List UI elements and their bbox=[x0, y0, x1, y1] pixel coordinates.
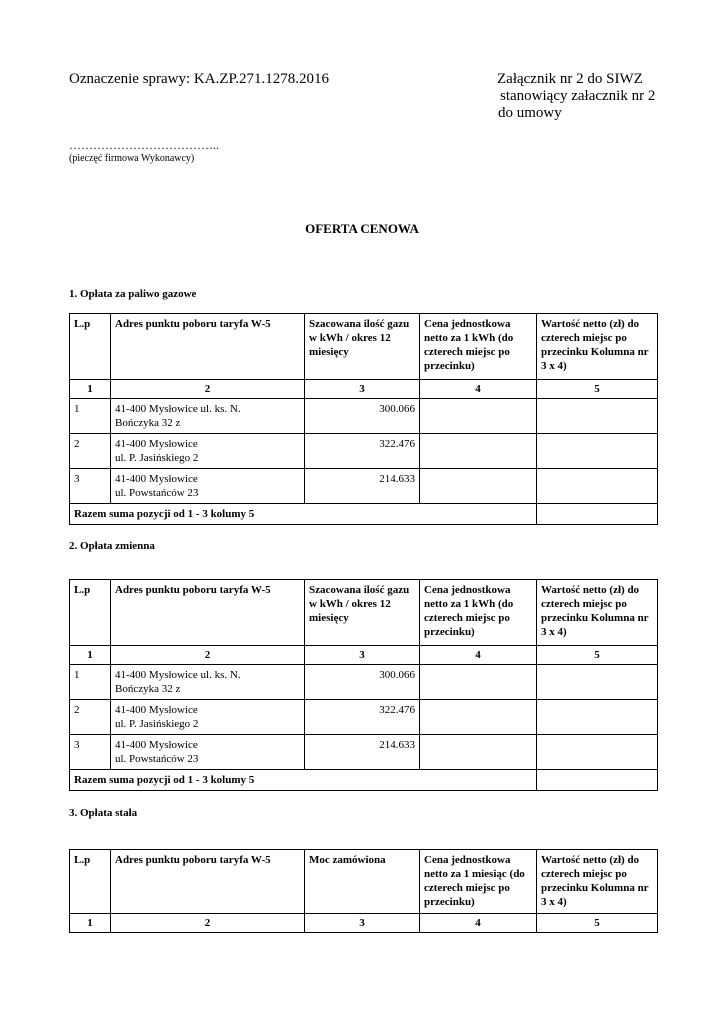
header-quantity: Szacowana ilość gazu w kWh / okres 12 miesięcy bbox=[305, 580, 420, 646]
row-lp: 3 bbox=[70, 735, 111, 770]
row-quantity: 322.476 bbox=[305, 434, 420, 469]
row-net-value-blank[interactable] bbox=[537, 735, 658, 770]
row-net-value-blank[interactable] bbox=[537, 399, 658, 434]
section-2-table bbox=[69, 579, 658, 791]
annex-line-3: do umowy bbox=[498, 105, 562, 121]
row-address bbox=[111, 434, 305, 469]
row-address bbox=[111, 665, 305, 700]
row-lp: 2 bbox=[70, 700, 111, 735]
header-net-value: Wartość netto (zł) do czterech miejsc po przecinku Kolumna nr 3 x 4) bbox=[537, 314, 658, 380]
row-quantity: 214.633 bbox=[305, 735, 420, 770]
column-number: 1 bbox=[70, 914, 111, 933]
table-row bbox=[70, 399, 658, 434]
table-row bbox=[70, 469, 658, 504]
header-address: Adres punktu poboru taryfa W-5 bbox=[111, 850, 305, 914]
header-address: Adres punktu poboru taryfa W-5 bbox=[111, 314, 305, 380]
table-header-row bbox=[70, 850, 658, 914]
row-lp: 1 bbox=[70, 399, 111, 434]
address-line: ul. Powstańców 23 bbox=[115, 753, 199, 765]
header-net-value: Wartość netto (zł) do czterech miejsc po przecinku Kolumna nr 3 x 4) bbox=[537, 580, 658, 646]
column-number: 5 bbox=[537, 380, 658, 399]
row-lp: 2 bbox=[70, 434, 111, 469]
address-line: 41-400 Mysłowice bbox=[115, 739, 198, 751]
section-3-table bbox=[69, 849, 658, 933]
row-unit-price-blank[interactable] bbox=[420, 665, 537, 700]
row-quantity: 322.476 bbox=[305, 700, 420, 735]
row-net-value-blank[interactable] bbox=[537, 434, 658, 469]
section-2-heading: 2. Opłata zmienna bbox=[69, 540, 155, 552]
row-unit-price-blank[interactable] bbox=[420, 735, 537, 770]
column-number: 2 bbox=[111, 914, 305, 933]
row-net-value-blank[interactable] bbox=[537, 469, 658, 504]
row-quantity: 300.066 bbox=[305, 399, 420, 434]
row-unit-price-blank[interactable] bbox=[420, 700, 537, 735]
row-address bbox=[111, 735, 305, 770]
sum-label: Razem suma pozycji od 1 - 3 kolumy 5 bbox=[70, 504, 537, 525]
row-net-value-blank[interactable] bbox=[537, 700, 658, 735]
section-1-heading: 1. Opłata za paliwo gazowe bbox=[69, 288, 197, 300]
header-lp: L.p bbox=[70, 314, 111, 380]
column-number: 4 bbox=[420, 646, 537, 665]
table-row bbox=[70, 665, 658, 700]
column-number: 4 bbox=[420, 914, 537, 933]
row-unit-price-blank[interactable] bbox=[420, 434, 537, 469]
column-number-row bbox=[70, 646, 658, 665]
header-lp: L.p bbox=[70, 580, 111, 646]
sum-value-blank[interactable] bbox=[537, 770, 658, 791]
header-ordered-power: Moc zamówiona bbox=[305, 850, 420, 914]
company-stamp-label: (pieczęć firmowa Wykonawcy) bbox=[69, 153, 195, 164]
row-unit-price-blank[interactable] bbox=[420, 399, 537, 434]
address-line: Bończyka 32 z bbox=[115, 417, 181, 429]
column-number: 1 bbox=[70, 380, 111, 399]
row-unit-price-blank[interactable] bbox=[420, 469, 537, 504]
section-1-table bbox=[69, 313, 658, 525]
table-row bbox=[70, 735, 658, 770]
column-number-row bbox=[70, 380, 658, 399]
table-header-row bbox=[70, 580, 658, 646]
column-number-row bbox=[70, 914, 658, 933]
row-address bbox=[111, 700, 305, 735]
column-number: 5 bbox=[537, 914, 658, 933]
column-number: 2 bbox=[111, 646, 305, 665]
address-line: 41-400 Mysłowice ul. ks. N. bbox=[115, 669, 241, 681]
address-line: ul. Powstańców 23 bbox=[115, 487, 199, 499]
column-number: 2 bbox=[111, 380, 305, 399]
row-lp: 3 bbox=[70, 469, 111, 504]
header-unit-price: Cena jednostkowa netto za 1 kWh (do czterech miejsc po przecinku) bbox=[420, 314, 537, 380]
address-line: Bończyka 32 z bbox=[115, 683, 181, 695]
address-line: 41-400 Mysłowice ul. ks. N. bbox=[115, 403, 241, 415]
column-number: 4 bbox=[420, 380, 537, 399]
row-address bbox=[111, 399, 305, 434]
column-number: 1 bbox=[70, 646, 111, 665]
header-quantity: Szacowana ilość gazu w kWh / okres 12 miesięcy bbox=[305, 314, 420, 380]
column-number: 3 bbox=[305, 914, 420, 933]
annex-line-1: Załącznik nr 2 do SIWZ bbox=[497, 71, 643, 87]
address-line: 41-400 Mysłowice bbox=[115, 473, 198, 485]
sum-row bbox=[70, 770, 658, 791]
signature-dots: ……………………………….. bbox=[69, 138, 219, 152]
header-net-value: Wartość netto (zł) do czterech miejsc po przecinku Kolumna nr 3 x 4) bbox=[537, 850, 658, 914]
header-unit-price: Cena jednostkowa netto za 1 miesiąc (do czterech miejsc po przecinku) bbox=[420, 850, 537, 914]
section-3-heading: 3. Opłata stała bbox=[69, 807, 138, 819]
column-number: 3 bbox=[305, 380, 420, 399]
address-line: 41-400 Mysłowice bbox=[115, 704, 198, 716]
table-row bbox=[70, 434, 658, 469]
page-title: OFERTA CENOWA bbox=[305, 221, 419, 236]
sum-label: Razem suma pozycji od 1 - 3 kolumy 5 bbox=[70, 770, 537, 791]
header-lp: L.p bbox=[70, 850, 111, 914]
sum-value-blank[interactable] bbox=[537, 504, 658, 525]
annex-line-2: stanowiący załacznik nr 2 bbox=[500, 88, 656, 104]
row-net-value-blank[interactable] bbox=[537, 665, 658, 700]
table-header-row bbox=[70, 314, 658, 380]
row-lp: 1 bbox=[70, 665, 111, 700]
row-address bbox=[111, 469, 305, 504]
address-line: ul. P. Jasińskiego 2 bbox=[115, 718, 199, 730]
address-line: 41-400 Mysłowice bbox=[115, 438, 198, 450]
address-line: ul. P. Jasińskiego 2 bbox=[115, 452, 199, 464]
column-number: 5 bbox=[537, 646, 658, 665]
header-unit-price: Cena jednostkowa netto za 1 kWh (do czterech miejsc po przecinku) bbox=[420, 580, 537, 646]
header-address: Adres punktu poboru taryfa W-5 bbox=[111, 580, 305, 646]
row-quantity: 300.066 bbox=[305, 665, 420, 700]
table-row bbox=[70, 700, 658, 735]
row-quantity: 214.633 bbox=[305, 469, 420, 504]
sum-row bbox=[70, 504, 658, 525]
column-number: 3 bbox=[305, 646, 420, 665]
case-reference: Oznaczenie sprawy: KA.ZP.271.1278.2016 bbox=[69, 71, 329, 87]
